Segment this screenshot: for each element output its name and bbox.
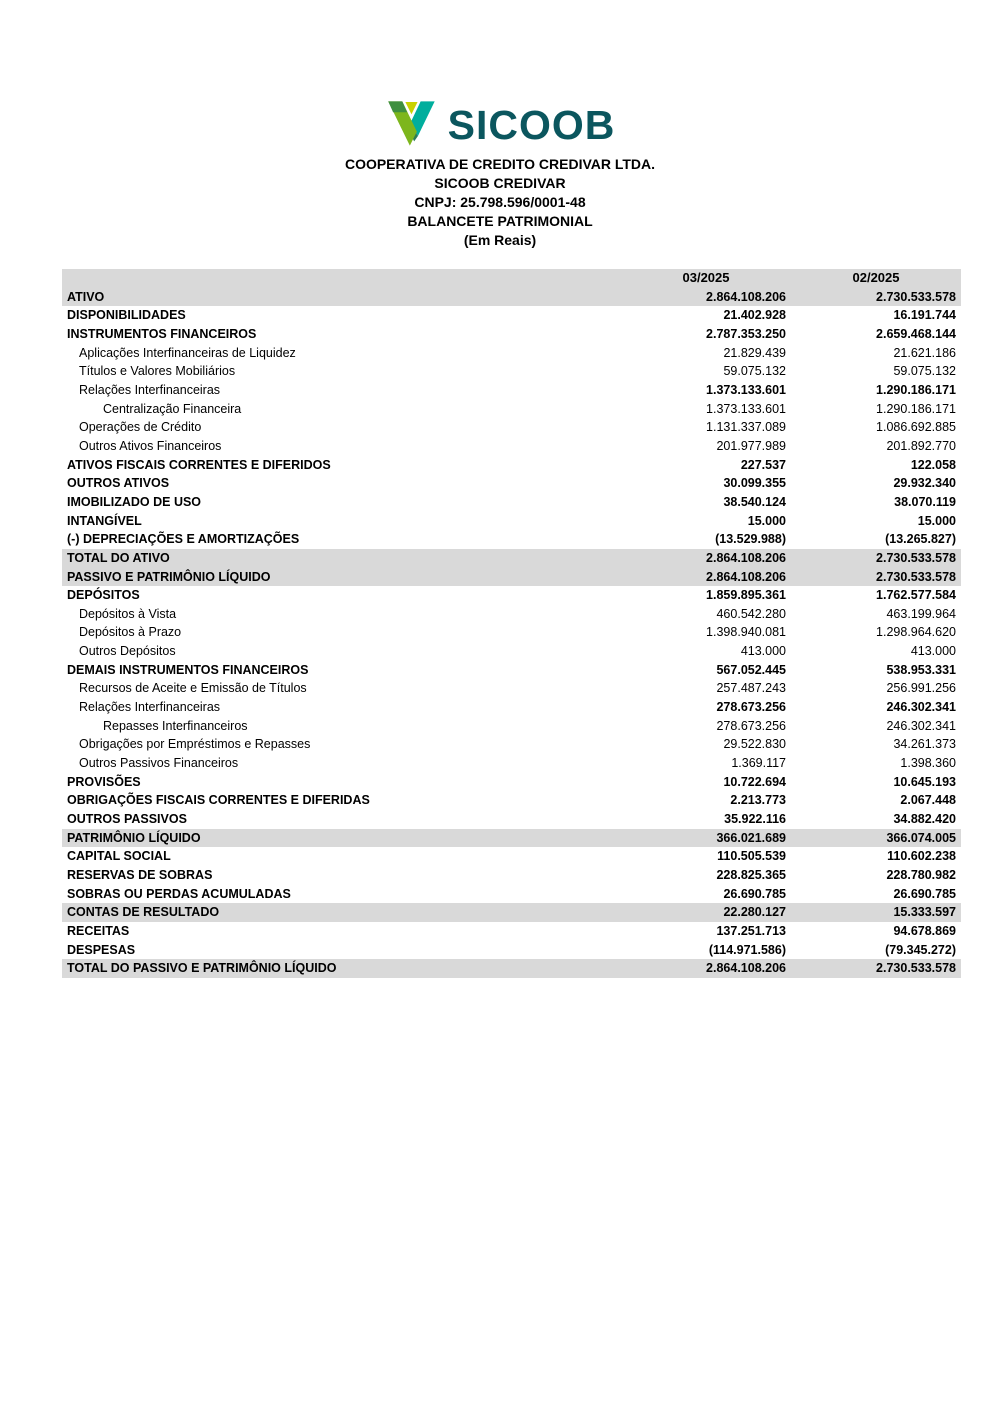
value-02-2025: 413.000: [910, 644, 956, 659]
currency-note: (Em Reais): [463, 232, 537, 248]
value-02-2025: 2.730.533.578: [876, 569, 956, 584]
row-label: ATIVOS FISCAIS CORRENTES E DIFERIDOS: [67, 457, 331, 472]
table-row: [62, 642, 961, 661]
value-02-2025: 256.991.256: [886, 681, 956, 696]
col-header-03-2025: 03/2025: [682, 270, 730, 285]
row-label: Obrigações por Empréstimos e Repasses: [79, 737, 311, 752]
table-row: [62, 605, 961, 624]
value-03-2025: 137.251.713: [716, 923, 786, 938]
value-02-2025: 29.932.340: [893, 476, 956, 491]
row-label: CAPITAL SOCIAL: [67, 849, 171, 864]
balance-table: [62, 269, 961, 978]
value-03-2025: 22.280.127: [723, 905, 786, 920]
table-row: [62, 922, 961, 941]
cnpj: CNPJ: 25.798.596/0001-48: [414, 194, 586, 210]
value-02-2025: 538.953.331: [886, 662, 956, 677]
value-02-2025: 110.602.238: [887, 849, 956, 864]
table-row: [62, 866, 961, 885]
row-label: DEPÓSITOS: [67, 588, 140, 603]
table-row: [62, 661, 961, 680]
sicoob-v-icon: [385, 98, 439, 148]
value-03-2025: 21.402.928: [723, 308, 786, 323]
value-02-2025: 1.290.186.171: [876, 382, 956, 397]
table-row: [62, 941, 961, 960]
table-row: [62, 754, 961, 773]
value-03-2025: 2.864.108.206: [706, 289, 786, 304]
table-row: [62, 885, 961, 904]
table-row: [62, 847, 961, 866]
value-02-2025: 38.070.119: [894, 494, 956, 509]
row-label: OBRIGAÇÕES FISCAIS CORRENTES E DIFERIDAS: [67, 793, 370, 808]
row-label: Outros Depósitos: [79, 644, 176, 659]
table-row: [62, 512, 961, 531]
table-row: [62, 344, 961, 363]
value-03-2025: 2.864.108.206: [706, 961, 786, 976]
value-03-2025: 26.690.785: [723, 886, 786, 901]
row-label: Repasses Interfinanceiros: [103, 718, 248, 733]
value-02-2025: 1.290.186.171: [876, 401, 956, 416]
row-label: RECEITAS: [67, 923, 130, 938]
table-row: [62, 400, 961, 419]
row-label: DESPESAS: [67, 942, 136, 957]
row-label: PASSIVO E PATRIMÔNIO LÍQUIDO: [67, 569, 271, 584]
value-03-2025: 1.398.940.081: [706, 625, 786, 640]
row-label: Relações Interfinanceiras: [79, 700, 221, 715]
value-03-2025: 110.505.539: [717, 849, 786, 864]
row-label: Relações Interfinanceiras: [79, 382, 221, 397]
value-03-2025: 460.542.280: [716, 606, 786, 621]
row-label: INTANGÍVEL: [67, 513, 142, 528]
value-03-2025: 1.859.895.361: [706, 588, 786, 603]
value-03-2025: 38.540.124: [723, 494, 786, 509]
value-02-2025: 2.659.468.144: [876, 326, 956, 341]
table-row: [62, 381, 961, 400]
value-02-2025: 1.298.964.620: [876, 625, 956, 640]
table-row: [62, 791, 961, 810]
table-row: [62, 456, 961, 475]
value-03-2025: 366.021.689: [716, 830, 786, 845]
value-02-2025: 2.730.533.578: [876, 961, 956, 976]
row-label: DISPONIBILIDADES: [67, 308, 186, 323]
table-row: [62, 903, 961, 922]
value-03-2025: 29.522.830: [723, 737, 786, 752]
row-label: IMOBILIZADO DE USO: [67, 494, 202, 509]
value-03-2025: (13.529.988): [715, 532, 786, 547]
table-row: [62, 493, 961, 512]
table-row: [62, 325, 961, 344]
value-02-2025: 366.074.005: [886, 830, 956, 845]
row-label: PATRIMÔNIO LÍQUIDO: [67, 830, 201, 845]
value-03-2025: (114.971.586): [708, 942, 786, 957]
document-title-block: [0, 155, 1000, 250]
value-02-2025: 1.086.692.885: [876, 420, 956, 435]
value-03-2025: 1.373.133.601: [706, 382, 786, 397]
value-03-2025: 35.922.116: [724, 812, 786, 827]
value-02-2025: 21.621.186: [893, 345, 956, 360]
value-03-2025: 21.829.439: [723, 345, 786, 360]
row-label: ATIVO: [67, 289, 105, 304]
table-row: [62, 679, 961, 698]
table-row: [62, 288, 961, 307]
table-row: [62, 773, 961, 792]
value-03-2025: 257.487.243: [716, 681, 786, 696]
row-label: Operações de Crédito: [79, 420, 202, 435]
table-row: [62, 717, 961, 736]
value-03-2025: 2.787.353.250: [706, 326, 786, 341]
value-03-2025: 2.213.773: [730, 793, 786, 808]
value-03-2025: 59.075.132: [723, 364, 786, 379]
table-row: [62, 623, 961, 642]
value-02-2025: 15.000: [917, 513, 956, 528]
company-name: COOPERATIVA DE CREDITO CREDIVAR LTDA.: [344, 156, 656, 172]
logo-text: SICOOB: [447, 101, 616, 148]
table-row: [62, 306, 961, 325]
value-02-2025: 34.882.420: [893, 812, 956, 827]
row-label: (-) DEPRECIAÇÕES E AMORTIZAÇÕES: [67, 532, 300, 547]
value-02-2025: 1.398.360: [900, 756, 956, 771]
row-label: INSTRUMENTOS FINANCEIROS: [67, 326, 257, 341]
sicoob-logo: [0, 95, 1000, 151]
value-03-2025: 1.373.133.601: [706, 401, 786, 416]
value-02-2025: 10.645.193: [893, 774, 956, 789]
value-03-2025: 30.099.355: [723, 476, 786, 491]
value-03-2025: 227.537: [740, 457, 786, 472]
row-label: CONTAS DE RESULTADO: [67, 905, 220, 920]
value-02-2025: 246.302.341: [886, 700, 956, 715]
value-02-2025: 122.058: [910, 457, 956, 472]
row-label: DEMAIS INSTRUMENTOS FINANCEIROS: [67, 662, 309, 677]
value-02-2025: (79.345.272): [885, 942, 956, 957]
table-row: [62, 362, 961, 381]
value-02-2025: 15.333.597: [893, 905, 956, 920]
row-label: SOBRAS OU PERDAS ACUMULADAS: [67, 886, 291, 901]
value-03-2025: 201.977.989: [716, 438, 786, 453]
table-row: [62, 549, 961, 568]
table-header-row: [62, 269, 961, 288]
col-header-02-2025: 02/2025: [852, 270, 900, 285]
value-03-2025: 228.825.365: [716, 868, 786, 882]
table-row: [62, 829, 961, 848]
value-02-2025: 201.892.770: [886, 438, 956, 453]
value-03-2025: 413.000: [740, 644, 786, 659]
value-02-2025: 59.075.132: [893, 364, 956, 379]
row-label: Aplicações Interfinanceiras de Liquidez: [79, 345, 296, 360]
value-03-2025: 15.000: [747, 513, 786, 528]
value-02-2025: 94.678.869: [893, 923, 956, 938]
value-02-2025: 2.067.448: [900, 793, 956, 808]
value-02-2025: 246.302.341: [886, 718, 956, 733]
report-title: BALANCETE PATRIMONIAL: [407, 213, 593, 229]
value-03-2025: 278.673.256: [716, 700, 786, 715]
value-03-2025: 10.722.694: [723, 774, 786, 789]
row-label: TOTAL DO PASSIVO E PATRIMÔNIO LÍQUIDO: [67, 961, 337, 976]
value-03-2025: 1.131.337.089: [706, 420, 786, 435]
row-label: Depósitos à Vista: [79, 606, 177, 621]
row-label: Outros Passivos Financeiros: [79, 756, 239, 771]
value-02-2025: 1.762.577.584: [876, 588, 956, 603]
table-row: [62, 568, 961, 587]
row-label: Centralização Financeira: [103, 401, 242, 416]
table-row: [62, 586, 961, 605]
value-02-2025: 34.261.373: [893, 737, 956, 752]
balance-table-body: [62, 288, 961, 978]
trade-name: SICOOB CREDIVAR: [434, 175, 566, 191]
value-02-2025: 2.730.533.578: [876, 550, 956, 565]
table-row: [62, 698, 961, 717]
value-03-2025: 2.864.108.206: [706, 550, 786, 565]
table-row: [62, 810, 961, 829]
row-label: Recursos de Aceite e Emissão de Títulos: [79, 681, 307, 696]
row-label: PROVISÕES: [67, 774, 141, 789]
value-02-2025: (13.265.827): [885, 532, 956, 547]
value-03-2025: 2.864.108.206: [706, 569, 786, 584]
value-02-2025: 463.199.964: [886, 606, 956, 621]
table-row: [62, 474, 961, 493]
row-label: Depósitos à Prazo: [79, 625, 182, 640]
value-02-2025: 228.780.982: [886, 868, 956, 882]
row-label: Outros Ativos Financeiros: [79, 438, 222, 453]
value-03-2025: 567.052.445: [716, 662, 786, 677]
table-row: [62, 437, 961, 456]
row-label: TOTAL DO ATIVO: [67, 550, 170, 565]
row-label: Títulos e Valores Mobiliários: [79, 364, 236, 379]
value-02-2025: 16.191.744: [893, 308, 956, 323]
row-label: OUTROS ATIVOS: [67, 476, 170, 491]
table-row: [62, 959, 961, 978]
value-02-2025: 26.690.785: [893, 886, 956, 901]
row-label: OUTROS PASSIVOS: [67, 812, 187, 827]
row-label: RESERVAS DE SOBRAS: [67, 868, 213, 882]
value-03-2025: 1.369.117: [731, 756, 786, 771]
table-row: [62, 530, 961, 549]
value-03-2025: 278.673.256: [716, 718, 786, 733]
value-02-2025: 2.730.533.578: [876, 289, 956, 304]
table-row: [62, 735, 961, 754]
table-row: [62, 418, 961, 437]
